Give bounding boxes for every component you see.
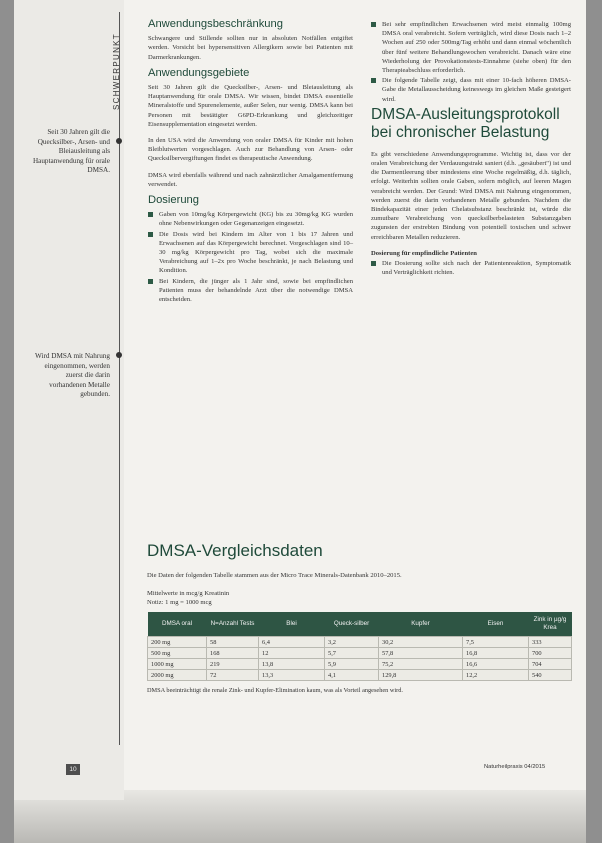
list-item: Bei sehr empfindlichen Erwachsenen wird meist einmalig 100mg DMSA oral verabreicht. Sofern verträglich, wird diese Dosis nach 1–2 Wochen auf 250 oder 500mg/Tag erhöht und dann einmal wöchentlich über fünf weitere Behandlungswochen verabreicht. Danach wäre eine Wiederholung der Provokationstests-Einnahme (siehe oben) für den Therapieabschluss erforderlich. (371, 20, 571, 75)
col-header: Queck-silber (325, 612, 379, 637)
heading-dosage: Dosierung (148, 194, 199, 207)
cell: 12 (259, 648, 325, 659)
cell: 2000 mg (148, 670, 207, 681)
cell: 333 (529, 637, 572, 648)
sidebar (14, 0, 124, 800)
subheading-sensitive: Dosierung für empfindliche Patienten (371, 249, 477, 257)
col-header: DMSA oral (148, 612, 207, 637)
col-header: Blei (259, 612, 325, 637)
col-header: Eisen (463, 612, 529, 637)
paragraph: Es gibt verschiedene Anwendungsprogramme. Wichtig ist, dass vor der oralen Verabreichung der Verdauungstrakt saniert (d.h. „gesäubert") ist und die Darmentleerung über mindestens eine Woche regelmäßig, d.h. täglich, erfolgt. Weiterhin sollten orale Gaben, sofern möglich, auf leeren Magen verabreicht werden. Der Grund: Wird DMSA mit Nahrung eingenommen, werden zuerst die darin vorhandenen Metalle gebunden. Nachdem die Bindekapazität einer jeden Chelatsubstanz beschränkt ist, würde die zumutbare Verabreichung von quecksilberbelasteten Substanzgaben zugunsten der erstrebten Bindung von potentiell toxischen und schwer erreichbaren Metallen reduzieren. (371, 150, 571, 241)
sensitive-list (371, 20, 571, 104)
magazine-page (14, 0, 586, 843)
cell: 13,3 (259, 670, 325, 681)
paragraph: Schwangere und Stillende sollten nur in absoluten Notfällen entgiftet werden. Vorsicht bei hypersensitiven Allergikern sowie bei Patienten mit Darmerkrankungen. (148, 35, 353, 61)
table-footnote: DMSA beeinträchtigt die renale Zink- und Kupfer-Elimination kaum, was als Vorteil angesehen wird. (147, 687, 404, 694)
heading-restrictions: Anwendungsbeschränkung (148, 18, 283, 30)
cell: 57,8 (379, 648, 463, 659)
heading-comparison: DMSA-Vergleichsdaten (147, 541, 323, 560)
list-item: Gaben von 10mg/kg Körpergewicht (KG) bis zu 30mg/kg KG wurden ohne Nebenwirkungen oder Gegenanzeigen eingesetzt. (148, 210, 353, 228)
table-row (148, 637, 572, 648)
col-header: N=Anzahl Tests (207, 612, 259, 637)
margin-note: Wird DMSA mit Nahrung eingenommen, werden zuerst die darin vorhandenen Metalle gebunden. (35, 352, 110, 399)
section-label: SCHWERPUNKT (112, 33, 121, 110)
paragraph: Seit 30 Jahren gilt die Quecksilber-, Arsen- und Bleiausleitung als Hauptanwendung für orale DMSA. Wir wissen, bindet DMSA essentielle Mineralstoffe und Spurenelemente, außer Selen, nur wenig. DMSA kann bei Personen mit bestätigter G6PD-Erkrankung und gleichzeitiger Eisensupplementation eingesetzt werden. (148, 84, 353, 128)
units-text: Mittelwerte in mcg/g Kreatinin (147, 590, 230, 597)
col-header: Zink in µg/g Krea (529, 612, 572, 637)
page-number: 10 (66, 764, 80, 775)
cell: 13,8 (259, 659, 325, 670)
cell: 16,6 (463, 659, 529, 670)
table-row (148, 670, 572, 681)
cell: 129,8 (379, 670, 463, 681)
cell: 1000 mg (148, 659, 207, 670)
cell: 200 mg (148, 637, 207, 648)
intro-text: Die Daten der folgenden Tabelle stammen aus der Micro Trace Minerals-Datenbank 2010–2015. (147, 572, 402, 579)
right-column (371, 20, 571, 278)
cell: 7,5 (463, 637, 529, 648)
cell: 5,9 (325, 659, 379, 670)
cell: 4,1 (325, 670, 379, 681)
cell: 72 (207, 670, 259, 681)
sensitive-dosage-list (371, 259, 571, 277)
magazine-issue: Naturheilpraxis 04/2015 (484, 764, 546, 770)
cell: 700 (529, 648, 572, 659)
cell: 168 (207, 648, 259, 659)
margin-rule (119, 12, 120, 745)
list-item: Die folgende Tabelle zeigt, dass mit einer 10-fach höheren DMSA-Gabe die Metallausscheidung keineswegs im gleichen Maße gesteigert wird. (371, 76, 571, 104)
cell: 6,4 (259, 637, 325, 648)
note-dot (116, 138, 122, 144)
cell: 58 (207, 637, 259, 648)
cell: 12,2 (463, 670, 529, 681)
comparison-section (147, 541, 572, 694)
margin-note: Seit 30 Jahren gilt die Quecksilber-, Arsen- und Bleiausleitung als Hauptanwendung für orale DMSA. (32, 128, 110, 175)
list-item: Die Dosierung sollte sich nach der Patientenreaktion, Symptomatik und Verträglichkeit richten. (371, 259, 571, 277)
cell: 704 (529, 659, 572, 670)
cell: 5,7 (325, 648, 379, 659)
table-row (148, 648, 572, 659)
left-column (148, 20, 353, 305)
cell: 500 mg (148, 648, 207, 659)
table-header-row (148, 612, 572, 637)
cell: 3,2 (325, 637, 379, 648)
cell: 75,2 (379, 659, 463, 670)
heading-protocol: DMSA-Ausleitungsprotokoll bei chronischer Belastung (371, 105, 560, 142)
comparison-table (147, 612, 572, 681)
note-text: Notiz: 1 mg = 1000 mcg (147, 599, 212, 606)
list-item: Bei Kindern, die jünger als 1 Jahr sind, sowie bei empfindlichen Patienten muss der behandelnde Arzt über die notwendige DMSA entscheiden. (148, 277, 353, 305)
dosage-list (148, 210, 353, 304)
col-header: Kupfer (379, 612, 463, 637)
paragraph: DMSA wird ebenfalls während und nach zahnärztlicher Amalgamentfernung verwendet. (148, 171, 353, 188)
note-dot (116, 352, 122, 358)
cell: 219 (207, 659, 259, 670)
cell: 30,2 (379, 637, 463, 648)
table-row (148, 659, 572, 670)
list-item: Die Dosis wird bei Kindern im Alter von 1 bis 17 Jahren und Erwachsenen auf das Körpergewicht berechnet. Vorgeschlagen sind 10–30 mg/kg Körpergewicht pro Tag, wobei sich die maximale Verabreichung auf 1–2x pro Woche beschränkt, je nach Belastung und Kondition. (148, 230, 353, 276)
cell: 540 (529, 670, 572, 681)
heading-applications: Anwendungsgebiete (148, 66, 250, 79)
cell: 16,8 (463, 648, 529, 659)
paragraph: In den USA wird die Anwendung von oraler DMSA für Kinder mit hohen Bleiblutwerten vorgeschlagen. Auch zur Behandlung von Arsen- oder Quecksilbervergiftungen findet es therapeutische Anwendung. (148, 137, 353, 163)
